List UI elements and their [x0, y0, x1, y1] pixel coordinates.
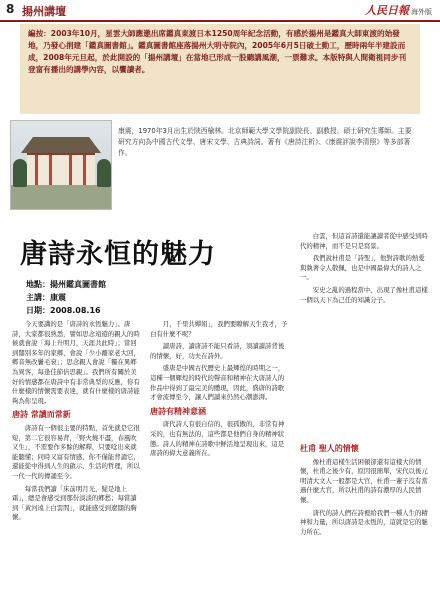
paragraph: 月，千里共嬋娟」，我們要瞭解天生我才，予白有什麼不呢？ — [150, 320, 288, 338]
column-right-lower — [300, 440, 428, 540]
paragraph: 盛唐是中國古代歷史上最輝煌的時期之一，這種一個輝煌的時代的聲音和精神在大唐詩人的作品中得到了最完美的體現，因此，盛唐的詩歌才會流傳至今，讓人們讀來仍然心潮澎湃。 — [150, 364, 285, 402]
subheading: 唐詩 常讀而常新 — [12, 410, 71, 420]
photo-caption: 康震，1970年3月出生於陝西榆林。北京師範大學文學院副院長、副教授、碩士研究生導師。主要研究方向為中國古代文學、唐宋文學、古典詩詞。著有《唐詩注析》、《康震評說李清照》等多部著作。 — [118, 127, 412, 157]
section-title: 揚州講壇 — [22, 5, 66, 18]
column-left — [12, 320, 140, 526]
page-header — [0, 0, 440, 22]
paragraph: 唐代詩人有很自信的，很孤傲的，非常有神采的，也有無法的，這些都是他們自身的精神狀態。詩人的精神在詩歌中鮮活地呈現出來，這是唐詩的偉大意義所在。 — [150, 420, 285, 458]
paragraph: 唐詩有一個很主要的特點，首先就是它很短，第二它很容易背，「野火燒不盡，春風吹又生」，不需要作多餘的解釋，只要唸出來就能聽懂；同時又富有情感，你不僅能背誦它，還能從中得到人生的啟示、生活的哲理，所以一代一代的傳誦至今。 — [12, 423, 140, 480]
column-middle — [150, 320, 288, 462]
paragraph: 安史之亂的過程當中，出現了像杜甫這樣一個以天下為己任的知識分子。 — [300, 285, 428, 304]
editor-note: 編按：2003年10月，星雲大師應邀出席鑑真東渡日本1250周年紀念活動，有感於揚州是鑑真大師東渡的始發地，乃發心捐建「鑑真圖書館」。鑑真圖書館座落揚州大明寺院內，2005年6月5日破土動工，歷時兩年半建設而成，2008年元旦起，於此開設的「揚州講壇」在當地已形成一股聽講風潮，一票難求。本版特與人間衛視同步刊登富有播出的講學內容，以饗讀者。 — [20, 24, 420, 114]
speaker-photo — [10, 120, 112, 210]
subheading: 唐詩有精神意涵 — [150, 406, 206, 416]
paragraph: 讀唐詩，讀唐詩不能只看詩，須讀讀詩背後的情懷，好，功夫在詩外。 — [150, 342, 285, 360]
page-number: 8 — [6, 2, 15, 16]
paragraph: 唐代的詩人們在詩裡給我們一種人生的精神和力量，所以唐詩是永恆的，這就是它的魅力所在。 — [300, 508, 428, 536]
column-right-upper — [300, 232, 428, 308]
article-title: 唐詩永恒的魅力 — [20, 239, 216, 270]
date-label: 日期：2008.08.16 — [26, 306, 101, 315]
speaker-label: 主講：康震 — [26, 293, 66, 302]
subheading: 杜甫 聖人的情懷 — [300, 444, 359, 453]
masthead-logo: 人民日報 海外版 — [365, 4, 432, 17]
paragraph: 像杜甫這樣生活困頓卻還有這樣大的情懷，杜甫之後少有，原因很簡單，宋代以後元明清大文人一般都是大官，杜甫一輩子沒有當過什麼大官，所以杜甫的詩有濃厚的人民情懷。 — [300, 457, 428, 504]
article-meta — [26, 278, 106, 317]
paragraph: 每當我們讀「床前明月光，疑是地上霜」，總是會感受到那份淡淡的鄉愁；每當讀到「黃河遠上白雲間」，就能感受到遼闊的胸懷。 — [12, 484, 137, 522]
paragraph: 今天要講的是「唐詩的永恆魅力」。唐詩，大家都很熟悉，譬如思念遠遊的親人的時候就會說「海上升明月，天涯共此時」；當回到闊別多年的家鄉，會說「少小離家老大回，鄉音無改鬢毛衰」；思念親人會說「獨在異鄉為異客，每逢佳節倍思親」。我們所有關於美好的情感都在唐詩中有非常典型的反應，你有什麼樣的情懷需要表達，就有什麼樣的唐詩能夠為你呈現。 — [12, 320, 140, 405]
location-label: 地點：揚州鑑真圖書館 — [26, 280, 106, 289]
paragraph: 白雲，但這首詩還能讓讀者從中感受到時代的精神，而不是只是寫景。 — [300, 232, 428, 250]
paragraph: 我們說杜甫是「詩聖」，他對詩歌的熱愛與執著令人敬佩，也是中國最偉大的詩人之一。 — [300, 254, 425, 282]
